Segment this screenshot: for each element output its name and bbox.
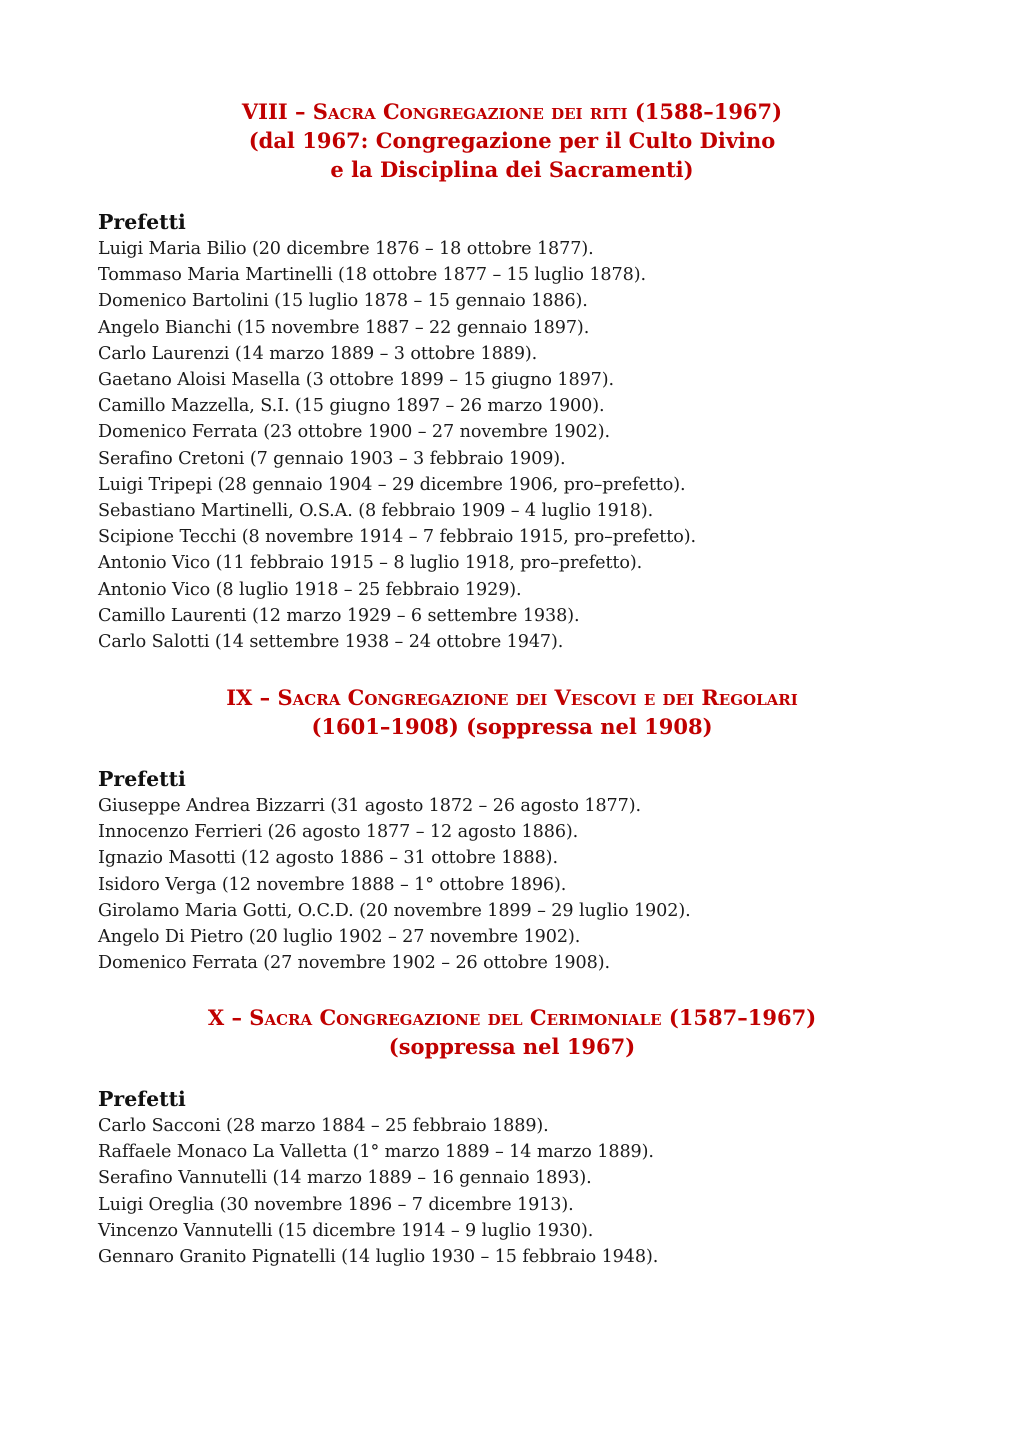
prefetti-list: [98, 793, 926, 976]
list-item: Carlo Laurenzi (14 marzo 1889 – 3 ottobre 1889).: [98, 343, 538, 364]
list-item: Camillo Laurenti (12 marzo 1929 – 6 settembre 1938).: [98, 605, 580, 626]
heading-congregation-name: Sacra Congregazione dei riti: [312, 99, 628, 124]
heading-line-1: [98, 1003, 926, 1032]
heading-years: (1587–1967): [661, 1005, 817, 1030]
list-item: Isidoro Verga (12 novembre 1888 – 1° ottobre 1896).: [98, 874, 567, 895]
heading-line-2: (dal 1967: Congregazione per il Culto Divino: [248, 128, 776, 153]
prefetti-list: [98, 236, 926, 655]
section-congregazione-riti: [98, 97, 926, 655]
heading-line-2: (soppressa nel 1967): [388, 1034, 636, 1059]
heading-line-3: e la Disciplina dei Sacramenti): [330, 157, 694, 182]
prefetti-title: Prefetti: [98, 1087, 186, 1111]
list-item: Luigi Tripepi (28 gennaio 1904 – 29 dicembre 1906, pro–prefetto).: [98, 474, 686, 495]
prefetti-list: [98, 1113, 926, 1270]
list-item: Angelo Bianchi (15 novembre 1887 – 22 gennaio 1897).: [98, 317, 590, 338]
list-item: Serafino Cretoni (7 gennaio 1903 – 3 febbraio 1909).: [98, 448, 566, 469]
list-item: Scipione Tecchi (8 novembre 1914 – 7 febbraio 1915, pro–prefetto).: [98, 527, 696, 548]
heading-line-2: (1601–1908) (soppressa nel 1908): [311, 714, 713, 739]
prefetti-title: Prefetti: [98, 767, 186, 791]
section-congregazione-cerimoniale: [98, 1003, 926, 1270]
list-item: Domenico Bartolini (15 luglio 1878 – 15 gennaio 1886).: [98, 291, 588, 312]
list-item: Gaetano Aloisi Masella (3 ottobre 1899 – 15 giugno 1897).: [98, 370, 615, 391]
heading-roman-numeral: X –: [207, 1005, 250, 1030]
list-item: Camillo Mazzella, S.I. (15 giugno 1897 – 26 marzo 1900).: [98, 396, 605, 417]
section-heading: [98, 97, 926, 184]
list-item: Giuseppe Andrea Bizzarri (31 agosto 1872 – 26 agosto 1877).: [98, 796, 641, 816]
list-item: Sebastiano Martinelli, O.S.A. (8 febbraio 1909 – 4 luglio 1918).: [98, 501, 654, 522]
list-item: Raffaele Monaco La Valletta (1° marzo 1889 – 14 marzo 1889).: [98, 1142, 654, 1163]
list-item: Carlo Salotti (14 settembre 1938 – 24 ottobre 1947).: [98, 632, 564, 653]
section-heading: [98, 1003, 926, 1061]
list-item: Antonio Vico (8 luglio 1918 – 25 febbraio 1929).: [98, 579, 522, 600]
list-item: Luigi Oreglia (30 novembre 1896 – 7 dicembre 1913).: [98, 1194, 574, 1215]
list-item: Innocenzo Ferrieri (26 agosto 1877 – 12 agosto 1886).: [98, 822, 579, 843]
list-item: Domenico Ferrata (27 novembre 1902 – 26 ottobre 1908).: [98, 953, 610, 974]
section-congregazione-vescovi-regolari: [98, 683, 926, 976]
section-heading: [98, 683, 926, 741]
list-item: Carlo Sacconi (28 marzo 1884 – 25 febbraio 1889).: [98, 1116, 549, 1136]
heading-line-1: [98, 683, 926, 712]
list-item: Tommaso Maria Martinelli (18 ottobre 1877 – 15 luglio 1878).: [98, 265, 646, 286]
heading-congregation-name: Sacra Congregazione del Cerimoniale: [249, 1005, 662, 1030]
list-item: Vincenzo Vannutelli (15 dicembre 1914 – 9 luglio 1930).: [98, 1220, 594, 1241]
heading-roman-numeral: IX –: [226, 685, 278, 710]
prefetti-title: Prefetti: [98, 210, 186, 234]
heading-roman-numeral: VIII –: [241, 99, 313, 124]
list-item: Gennaro Granito Pignatelli (14 luglio 1930 – 15 febbraio 1948).: [98, 1247, 659, 1268]
list-item: Domenico Ferrata (23 ottobre 1900 – 27 novembre 1902).: [98, 422, 610, 443]
list-item: Antonio Vico (11 febbraio 1915 – 8 luglio 1918, pro–prefetto).: [98, 553, 643, 574]
list-item: Girolamo Maria Gotti, O.C.D. (20 novembre 1899 – 29 luglio 1902).: [98, 900, 691, 921]
list-item: Ignazio Masotti (12 agosto 1886 – 31 ottobre 1888).: [98, 848, 558, 869]
heading-years: (1588–1967): [627, 99, 783, 124]
heading-line-1: [98, 97, 926, 126]
list-item: Serafino Vannutelli (14 marzo 1889 – 16 gennaio 1893).: [98, 1168, 592, 1189]
list-item: Luigi Maria Bilio (20 dicembre 1876 – 18 ottobre 1877).: [98, 239, 594, 259]
list-item: Angelo Di Pietro (20 luglio 1902 – 27 novembre 1902).: [98, 927, 581, 948]
heading-congregation-name: Sacra Congregazione dei Vescovi e dei Regolari: [277, 685, 798, 710]
